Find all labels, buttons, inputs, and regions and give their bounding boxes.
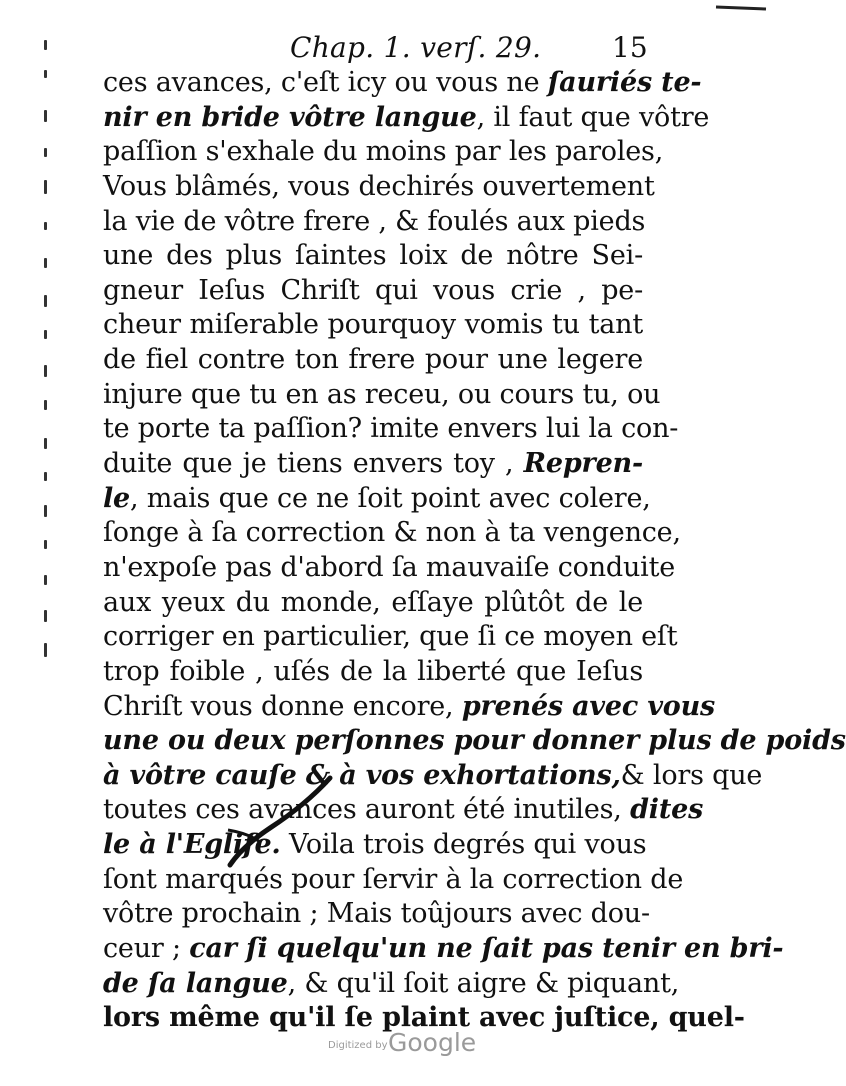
- text-line: à vôtre cauſe & à vos exhortations,& lors que: [103, 759, 763, 791]
- page-header: [0, 30, 768, 66]
- text-line: te porte ta paſſion? imite envers lui la con-: [103, 413, 679, 445]
- digitized-by-label: Digitized by: [328, 1040, 388, 1051]
- text-line: aux yeux du monde, eſſaye plûtôt de le: [103, 586, 643, 618]
- text-line: de fiel contre ton frere pour une legere: [103, 344, 643, 376]
- text-line: une ou deux perſonnes pour donner plus de poids: [103, 725, 846, 757]
- running-head: Chap. 1. verſ. 29.: [290, 31, 542, 64]
- text-line: lors même qu'il ſe plaint avec juſtice, quel-: [103, 1002, 745, 1034]
- text-line: le, mais que ce ne ſoit point avec colere,: [103, 482, 651, 514]
- text-line: Vous blâmés, vous dechirés ouvertement: [103, 170, 655, 202]
- text-line: toutes ces avances auront été inutiles, dites: [103, 794, 704, 826]
- text-line: la vie de vôtre frere , & foulés aux pieds: [103, 205, 646, 237]
- text-line: trop foible , uſés de la liberté que Ieſus: [103, 655, 643, 687]
- google-logo: Google: [388, 1028, 477, 1057]
- page-number: 15: [612, 31, 648, 64]
- text-line: le à l'Egliſe. Voila trois degrés qui vous: [103, 829, 647, 861]
- text-line: vôtre prochain ; Mais toûjours avec dou-: [103, 898, 650, 930]
- text-line: de ſa langue, & qu'il ſoit aigre & piquant,: [103, 967, 680, 999]
- text-line: gneur Ieſus Chriſt qui vous crie , pe-: [103, 274, 643, 306]
- text-line: ſonge à ſa correction & non à ta vengence,: [103, 517, 681, 549]
- digitization-watermark: [0, 1028, 768, 1062]
- text-line: ceur ; car ſi quelqu'un ne ſait pas tenir en bri-: [103, 933, 784, 965]
- text-line: cheur miſerable pourquoy vomis tu tant: [103, 309, 643, 341]
- text-line: ces avances, c'eſt icy ou vous ne ſauriés te-: [103, 67, 702, 98]
- body-text: [103, 66, 846, 1036]
- text-line: Chriſt vous donne encore, prenés avec vous: [103, 690, 716, 722]
- corner-ink-mark: [708, 0, 768, 10]
- text-line: injure que tu en as receu, ou cours tu, ou: [103, 378, 661, 410]
- text-line: paſſion s'exhale du moins par les paroles,: [103, 136, 664, 168]
- text-line: corriger en particulier, que ſi ce moyen eſt: [103, 621, 678, 653]
- text-line: n'expoſe pas d'abord ſa mauvaiſe conduite: [103, 551, 676, 583]
- text-line: nir en bride vôtre langue, il faut que vôtre: [103, 101, 710, 133]
- text-line: une des plus ſaintes loix de nôtre Sei-: [103, 240, 643, 272]
- text-line: ſont marqués pour ſervir à la correction de: [103, 863, 684, 895]
- margin-bleed-marks: [40, 40, 54, 680]
- text-line: duite que je tiens envers toy , Repren-: [103, 448, 643, 480]
